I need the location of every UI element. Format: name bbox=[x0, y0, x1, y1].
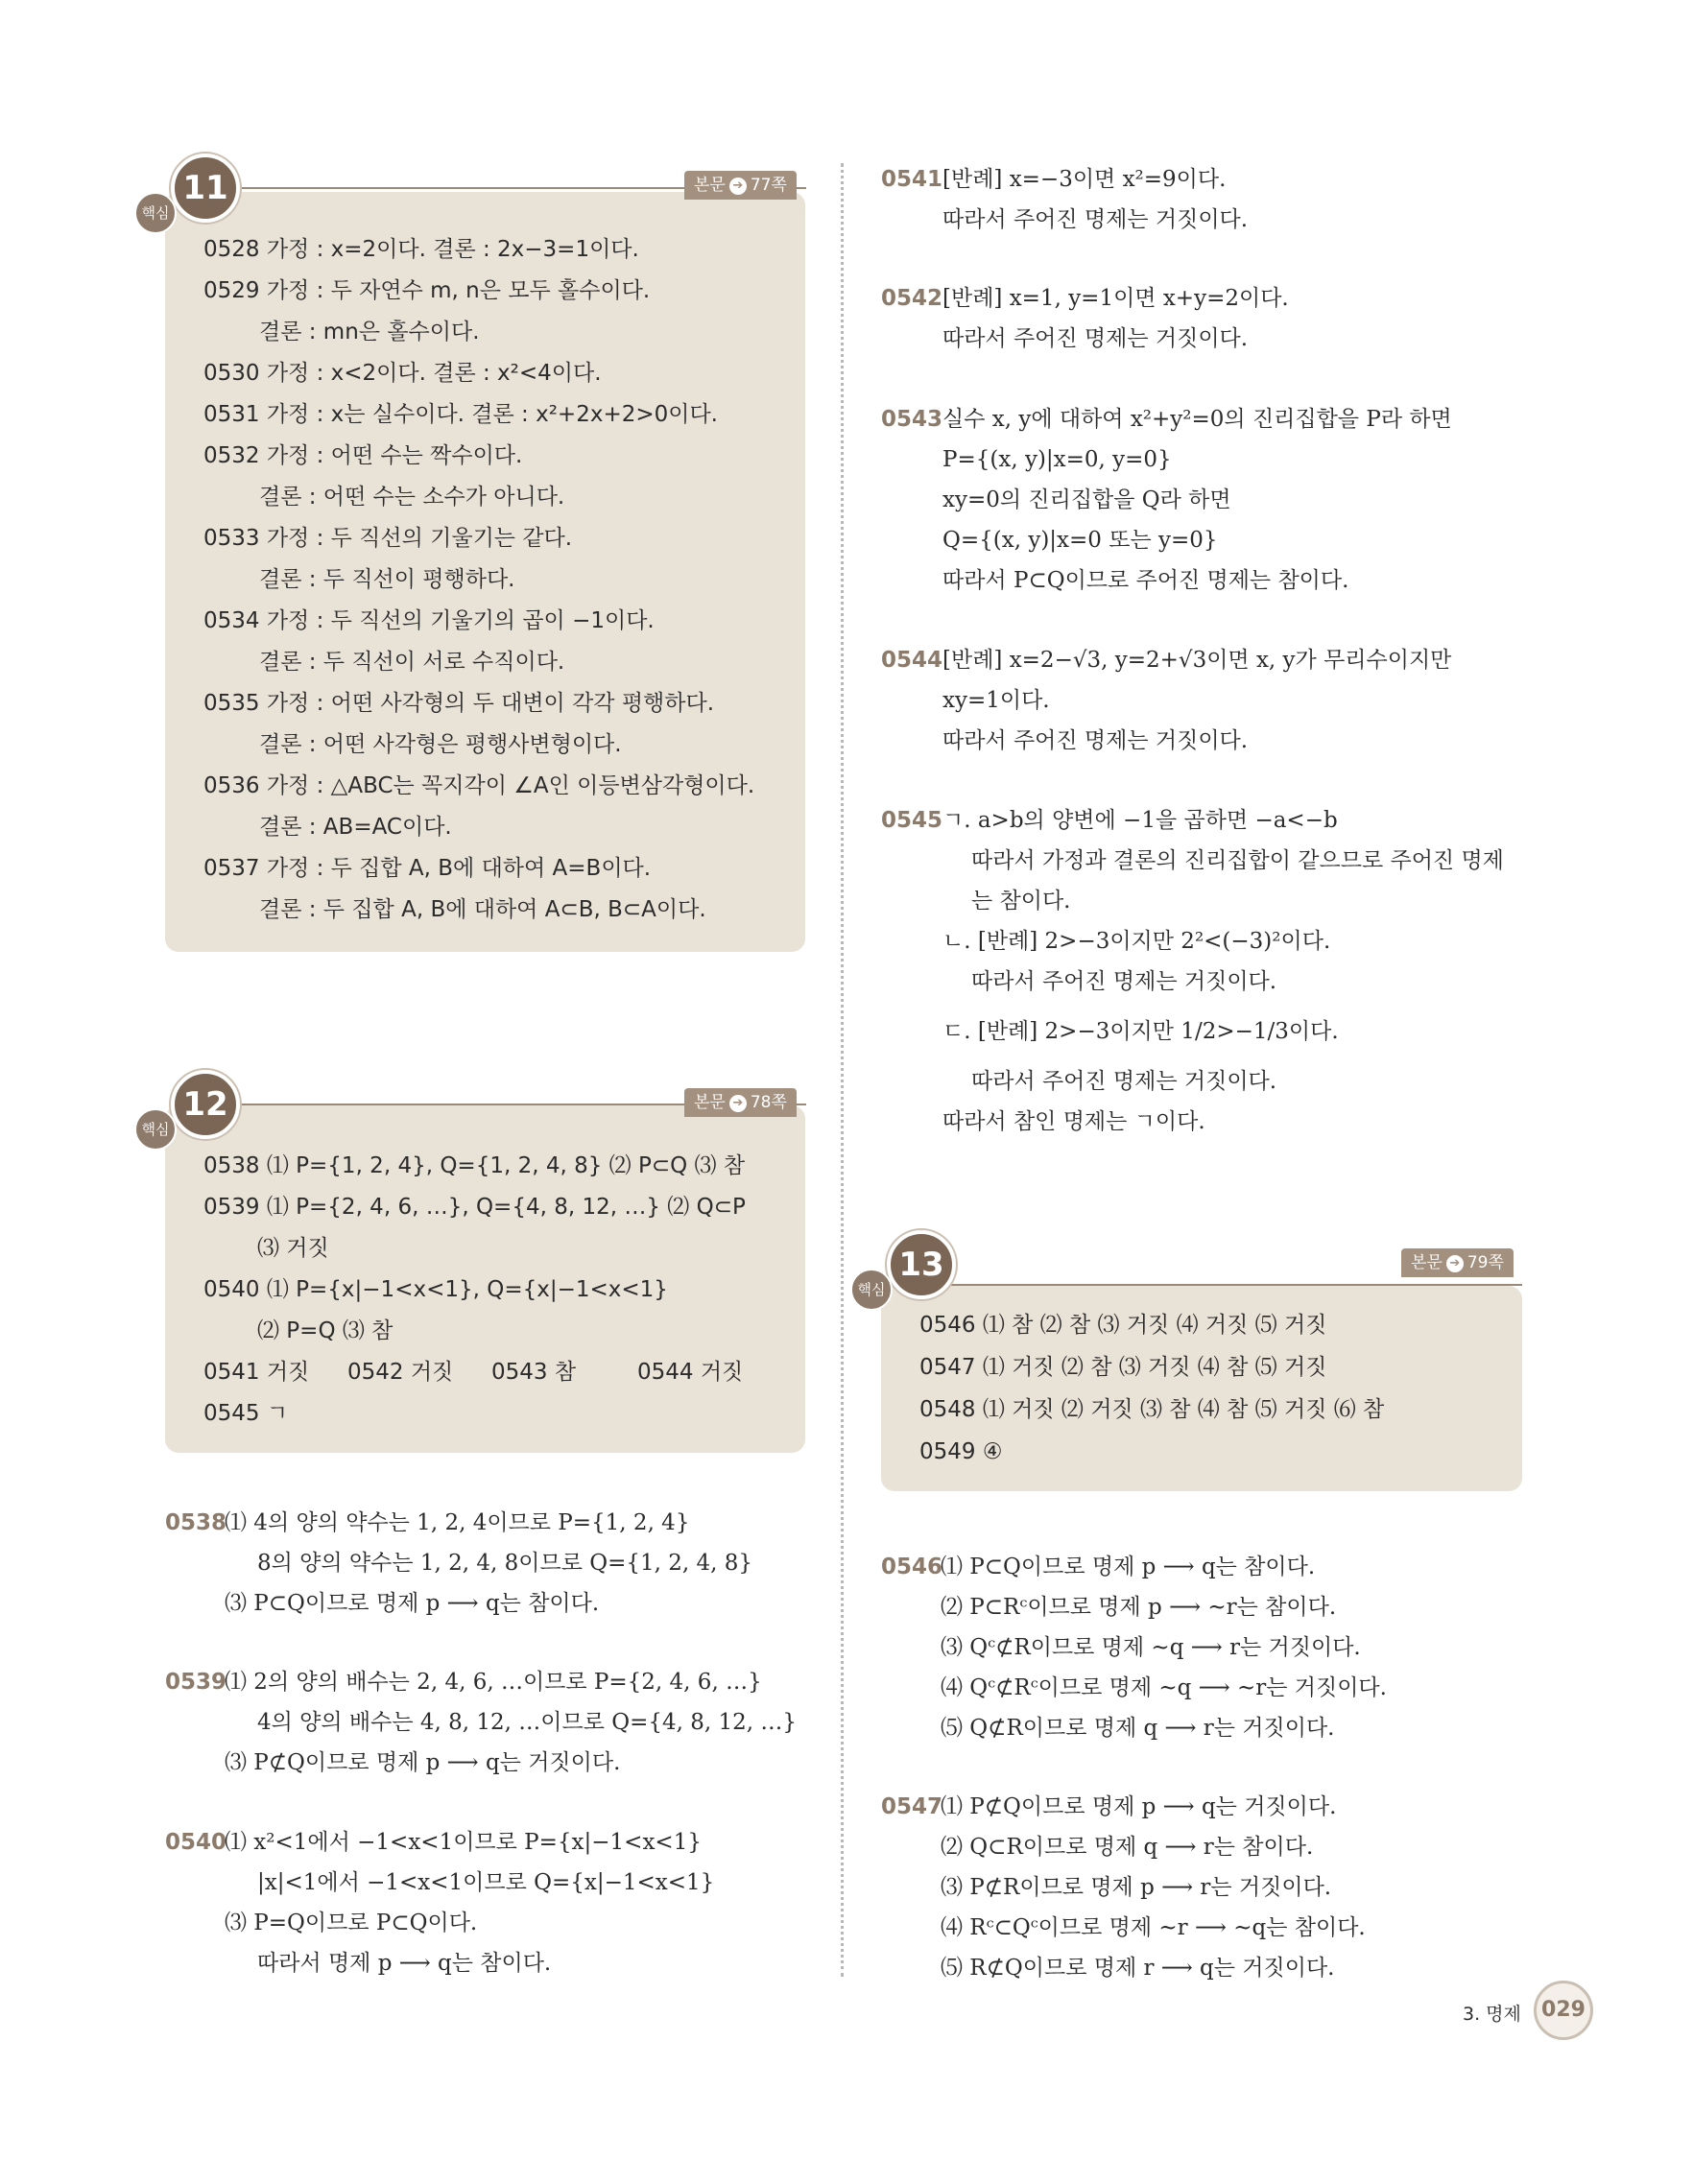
answer-line: 0530 가정 : x<2이다. 결론 : x²<4이다. bbox=[203, 361, 602, 386]
page-reference-13: 본문 ➔ 79쪽 bbox=[1401, 1248, 1514, 1277]
solution-line: ⑴ x²<1에서 −1<x<1이므로 P={x|−1<x<1} bbox=[225, 1830, 702, 1855]
solution-line: Q={(x, y)|x=0 또는 y=0} bbox=[942, 528, 1218, 553]
solution-line: ⑶ P⊄Q이므로 명제 p ⟶ q는 거짓이다. bbox=[225, 1750, 621, 1775]
solution-number: 0546 bbox=[881, 1555, 943, 1579]
answer-line: 0536 가정 : △ABC는 꼭지각이 ∠A인 이등변삼각형이다. bbox=[203, 773, 755, 798]
solution-line: 는 참이다. bbox=[971, 889, 1071, 914]
solution-line: 따라서 참인 명제는 ㄱ이다. bbox=[942, 1109, 1205, 1134]
solution-line: ⑸ R⊄Q이므로 명제 r ⟶ q는 거짓이다. bbox=[941, 1956, 1335, 1981]
solution-line: xy=0의 진리집합을 Q라 하면 bbox=[942, 487, 1231, 512]
solution-line: |x|<1에서 −1<x<1이므로 Q={x|−1<x<1} bbox=[257, 1870, 715, 1895]
solution-line: 따라서 주어진 명제는 거짓이다. bbox=[971, 1069, 1277, 1094]
solution-line: 실수 x, y에 대하여 x²+y²=0의 진리집합을 P라 하면 bbox=[942, 407, 1452, 432]
section-13-rule bbox=[946, 1284, 1522, 1286]
solution-line: ⑵ Q⊂R이므로 명제 q ⟶ r는 참이다. bbox=[941, 1835, 1314, 1860]
solution-number: 0543 bbox=[881, 407, 943, 432]
solution-number: 0542 bbox=[881, 286, 943, 311]
arrow-icon: ➔ bbox=[729, 178, 747, 195]
answer-line: 0538 ⑴ P={1, 2, 4}, Q={1, 2, 4, 8} ⑵ P⊂Q ⑶ 참 bbox=[203, 1153, 746, 1178]
chapter-label: 3. 명제 bbox=[1463, 2004, 1521, 2025]
answer-line: 결론 : 두 집합 A, B에 대하여 A⊂B, B⊂A이다. bbox=[259, 897, 706, 922]
solution-line: 따라서 주어진 명제는 거짓이다. bbox=[942, 207, 1249, 232]
solution-line: ㄱ. a>b의 양변에 −1을 곱하면 −a<−b bbox=[942, 808, 1338, 833]
answer-line: 결론 : AB=AC이다. bbox=[259, 815, 452, 840]
solution-number: 0538 bbox=[165, 1510, 227, 1535]
solution-number: 0541 bbox=[881, 167, 943, 192]
solution-line: ⑶ Qᶜ⊄R이므로 명제 ~q ⟶ r는 거짓이다. bbox=[941, 1635, 1361, 1660]
solution-number: 0540 bbox=[165, 1830, 227, 1855]
section-badge-12: 12 bbox=[171, 1070, 240, 1139]
solution-line: ⑸ Q⊄R이므로 명제 q ⟶ r는 거짓이다. bbox=[941, 1716, 1335, 1741]
answer-line: 0546 ⑴ 참 ⑵ 참 ⑶ 거짓 ⑷ 거짓 ⑸ 거짓 bbox=[919, 1313, 1327, 1338]
section-badge-13: 13 bbox=[887, 1230, 956, 1299]
solution-line: xy=1이다. bbox=[942, 688, 1050, 713]
solution-line: P={(x, y)|x=0, y=0} bbox=[942, 447, 1172, 472]
solution-line: ⑴ 2의 양의 배수는 2, 4, 6, …이므로 P={2, 4, 6, …} bbox=[225, 1670, 762, 1695]
answer-line: 0535 가정 : 어떤 사각형의 두 대변이 각각 평행하다. bbox=[203, 691, 715, 716]
arrow-icon: ➔ bbox=[729, 1095, 747, 1112]
page-reference-12: 본문 ➔ 78쪽 bbox=[684, 1088, 797, 1117]
solution-line: ⑶ P⊄R이므로 명제 p ⟶ r는 거짓이다. bbox=[941, 1875, 1332, 1900]
arrow-icon: ➔ bbox=[1446, 1255, 1464, 1272]
page-number: 029 bbox=[1534, 1981, 1593, 2040]
solution-line: ⑶ P=Q이므로 P⊂Q이다. bbox=[225, 1911, 478, 1935]
answer-line: 0537 가정 : 두 집합 A, B에 대하여 A=B이다. bbox=[203, 856, 652, 881]
solution-number: 0544 bbox=[881, 648, 943, 673]
answer-line: 0548 ⑴ 거짓 ⑵ 거짓 ⑶ 참 ⑷ 참 ⑸ 거짓 ⑹ 참 bbox=[919, 1397, 1385, 1422]
answer-line: 0543 참 bbox=[491, 1360, 577, 1385]
answer-line: 0545 ㄱ bbox=[203, 1401, 289, 1426]
answer-line: 0549 ④ bbox=[919, 1439, 1003, 1464]
solution-line: [반례] x=−3이면 x²=9이다. bbox=[942, 167, 1227, 192]
answer-line: 결론 : 두 직선이 평행하다. bbox=[259, 567, 515, 592]
solution-line: ⑶ P⊂Q이므로 명제 p ⟶ q는 참이다. bbox=[225, 1591, 600, 1616]
answer-line: 0529 가정 : 두 자연수 m, n은 모두 홀수이다. bbox=[203, 278, 651, 303]
solution-line: 따라서 가정과 결론의 진리집합이 같으므로 주어진 명제 bbox=[971, 848, 1504, 873]
solution-line: ⑴ 4의 양의 약수는 1, 2, 4이므로 P={1, 2, 4} bbox=[225, 1510, 690, 1535]
answer-line: 0541 거짓 bbox=[203, 1360, 310, 1385]
answer-line: 0542 거짓 bbox=[347, 1360, 454, 1385]
answer-line: 0544 거짓 bbox=[637, 1360, 744, 1385]
solution-number: 0539 bbox=[165, 1670, 227, 1695]
solution-line: ㄴ. [반례] 2>−3이지만 2²<(−3)²이다. bbox=[942, 929, 1331, 954]
solution-line: 따라서 명제 p ⟶ q는 참이다. bbox=[257, 1951, 552, 1976]
solution-line: 8의 양의 약수는 1, 2, 4, 8이므로 Q={1, 2, 4, 8} bbox=[257, 1551, 753, 1576]
solution-number: 0545 bbox=[881, 808, 943, 833]
solution-line: ⑷ Qᶜ⊄Rᶜ이므로 명제 ~q ⟶ ~r는 거짓이다. bbox=[941, 1675, 1387, 1700]
solution-line: 따라서 주어진 명제는 거짓이다. bbox=[942, 326, 1249, 351]
answer-line: 결론 : 어떤 사각형은 평행사변형이다. bbox=[259, 732, 622, 757]
answer-line: 0531 가정 : x는 실수이다. 결론 : x²+2x+2>0이다. bbox=[203, 402, 718, 427]
solution-line: 따라서 P⊂Q이므로 주어진 명제는 참이다. bbox=[942, 568, 1349, 593]
answer-line: ⑵ P=Q ⑶ 참 bbox=[257, 1318, 393, 1343]
page-reference-11: 본문 ➔ 77쪽 bbox=[684, 171, 797, 200]
answer-line: 0528 가정 : x=2이다. 결론 : 2x−3=1이다. bbox=[203, 237, 639, 262]
solution-number: 0547 bbox=[881, 1794, 943, 1819]
answer-line: 0534 가정 : 두 직선의 기울기의 곱이 −1이다. bbox=[203, 608, 655, 633]
solution-line: [반례] x=2−√3, y=2+√3이면 x, y가 무리수이지만 bbox=[942, 648, 1452, 673]
solution-line: ⑵ P⊂Rᶜ이므로 명제 p ⟶ ~r는 참이다. bbox=[941, 1595, 1337, 1620]
answer-line: 결론 : mn은 홀수이다. bbox=[259, 320, 480, 344]
solution-line: ⑷ Rᶜ⊂Qᶜ이므로 명제 ~r ⟶ ~q는 참이다. bbox=[941, 1915, 1366, 1940]
answer-line: 결론 : 두 직선이 서로 수직이다. bbox=[259, 650, 565, 675]
solution-line: ⑴ P⊄Q이므로 명제 p ⟶ q는 거짓이다. bbox=[941, 1794, 1337, 1819]
solution-line: [반례] x=1, y=1이면 x+y=2이다. bbox=[942, 286, 1289, 311]
answer-line: 0540 ⑴ P={x|−1<x<1}, Q={x|−1<x<1} bbox=[203, 1277, 668, 1302]
core-label: 핵심 bbox=[134, 1108, 177, 1151]
solution-line: ㄷ. [반례] 2>−3이지만 1/2>−1/3이다. bbox=[942, 1019, 1339, 1044]
solution-line: 따라서 주어진 명제는 거짓이다. bbox=[971, 969, 1277, 994]
section-badge-11: 11 bbox=[171, 154, 240, 223]
answer-line: 0547 ⑴ 거짓 ⑵ 참 ⑶ 거짓 ⑷ 참 ⑸ 거짓 bbox=[919, 1355, 1327, 1380]
answer-line: ⑶ 거짓 bbox=[257, 1236, 329, 1261]
column-divider bbox=[841, 163, 844, 1977]
solution-line: ⑴ P⊂Q이므로 명제 p ⟶ q는 참이다. bbox=[941, 1555, 1316, 1579]
core-label: 핵심 bbox=[134, 192, 177, 234]
answer-line: 결론 : 어떤 수는 소수가 아니다. bbox=[259, 485, 565, 510]
solution-line: 따라서 주어진 명제는 거짓이다. bbox=[942, 728, 1249, 753]
answer-line: 0532 가정 : 어떤 수는 짝수이다. bbox=[203, 443, 523, 468]
answer-line: 0539 ⑴ P={2, 4, 6, …}, Q={4, 8, 12, …} ⑵ Q⊂P bbox=[203, 1195, 746, 1220]
answer-line: 0533 가정 : 두 직선의 기울기는 같다. bbox=[203, 526, 573, 551]
solution-line: 4의 양의 배수는 4, 8, 12, …이므로 Q={4, 8, 12, …} bbox=[257, 1710, 798, 1735]
core-label: 핵심 bbox=[850, 1269, 893, 1311]
